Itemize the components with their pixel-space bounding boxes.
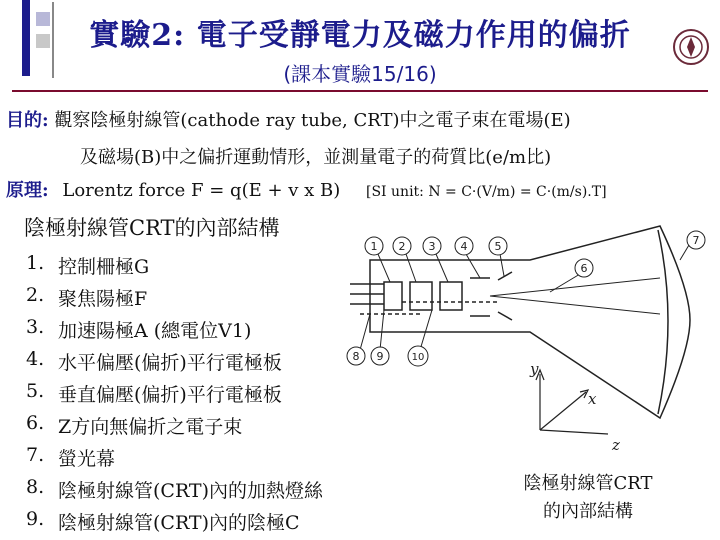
- heater-pins: [350, 284, 384, 304]
- callout-8: [347, 347, 365, 365]
- item-number: 9.: [26, 508, 45, 530]
- purpose-label: 目的:: [6, 110, 49, 131]
- accel-anode-electrode: [440, 282, 462, 310]
- svg-text:2: 2: [398, 240, 406, 253]
- item-text: Z方向無偏折之電子束: [58, 416, 243, 438]
- page-subtitle: (課本實驗15/16): [283, 62, 437, 86]
- svg-text:4: 4: [460, 240, 468, 253]
- title-divider: [12, 90, 708, 92]
- svg-text:9: 9: [376, 350, 384, 363]
- callout-10: [408, 346, 428, 366]
- callout-2: [393, 237, 411, 255]
- item-text: 控制柵極G: [58, 256, 150, 278]
- svg-text:3: 3: [428, 240, 436, 253]
- callout-7: [687, 231, 705, 249]
- svg-text:7: 7: [692, 234, 700, 247]
- callout-6: [575, 259, 593, 277]
- section-heading: 陰極射線管CRT的內部結構: [24, 216, 280, 240]
- x-axis: [540, 392, 586, 430]
- item-number: 7.: [26, 444, 45, 466]
- item-text: 聚焦陽極F: [58, 288, 148, 310]
- lorentz-formula: Lorentz force F = q(E + v x B): [62, 180, 341, 201]
- diagram-caption-line-1: 陰極射線管CRT: [523, 473, 653, 494]
- svg-text:1: 1: [370, 240, 378, 253]
- callout-5: [489, 237, 507, 255]
- page-title: 實驗2: 電子受靜電力及磁力作用的偏折: [89, 18, 631, 53]
- purpose-text-2: 及磁場(B)中之偏折運動情形，並測量電子的荷質比(e/m比): [80, 147, 552, 168]
- purpose-line-1: [6, 106, 571, 132]
- item-text: 陰極射線管(CRT)內的陰極C: [58, 512, 300, 534]
- principle-line: [6, 176, 607, 202]
- z-axis-label: z: [612, 436, 620, 454]
- si-unit-note: [SI unit: N = C·(V/m) = C·(m/s).T]: [366, 184, 607, 200]
- vertical-deflection-plates: [498, 272, 512, 320]
- svg-text:10: 10: [411, 352, 425, 363]
- fluorescent-screen: [658, 230, 668, 414]
- callout-9: [371, 347, 389, 365]
- item-text: 螢光幕: [58, 448, 116, 470]
- item-text: 水平偏壓(偏折)平行電極板: [58, 352, 282, 374]
- z-axis: [540, 430, 608, 434]
- item-number: 5.: [26, 380, 45, 402]
- item-text: 陰極射線管(CRT)內的加熱燈絲: [58, 480, 324, 502]
- electron-beam: [490, 278, 660, 314]
- item-number: 3.: [26, 316, 45, 338]
- focus-anode-electrode: [410, 282, 432, 310]
- svg-text:8: 8: [352, 350, 360, 363]
- control-grid-electrode: [384, 282, 402, 310]
- svg-text:6: 6: [580, 262, 588, 275]
- item-number: 1.: [26, 252, 45, 274]
- x-axis-label: x: [588, 390, 597, 408]
- item-number: 4.: [26, 348, 45, 370]
- callout-3: [423, 237, 441, 255]
- callout-4: [455, 237, 473, 255]
- crt-diagram: [340, 220, 720, 460]
- item-text: 加速陽極A (總電位V1): [58, 320, 252, 342]
- svg-text:5: 5: [494, 240, 502, 253]
- item-number: 2.: [26, 284, 45, 306]
- horizontal-deflection-plates: [470, 278, 490, 316]
- item-number: 6.: [26, 412, 45, 434]
- diagram-caption-line-2: 的內部結構: [543, 501, 633, 522]
- callout-1: [365, 237, 383, 255]
- coordinate-axes: [536, 370, 608, 434]
- item-number: 8.: [26, 476, 45, 498]
- crt-tube-outline: [370, 226, 690, 418]
- principle-label: 原理:: [6, 180, 49, 201]
- purpose-text-1: 觀察陰極射線管(cathode ray tube, CRT)中之電子束在電場(E): [48, 110, 571, 131]
- item-text: 垂直偏壓(偏折)平行電極板: [58, 384, 282, 406]
- y-axis-label: y: [530, 360, 539, 378]
